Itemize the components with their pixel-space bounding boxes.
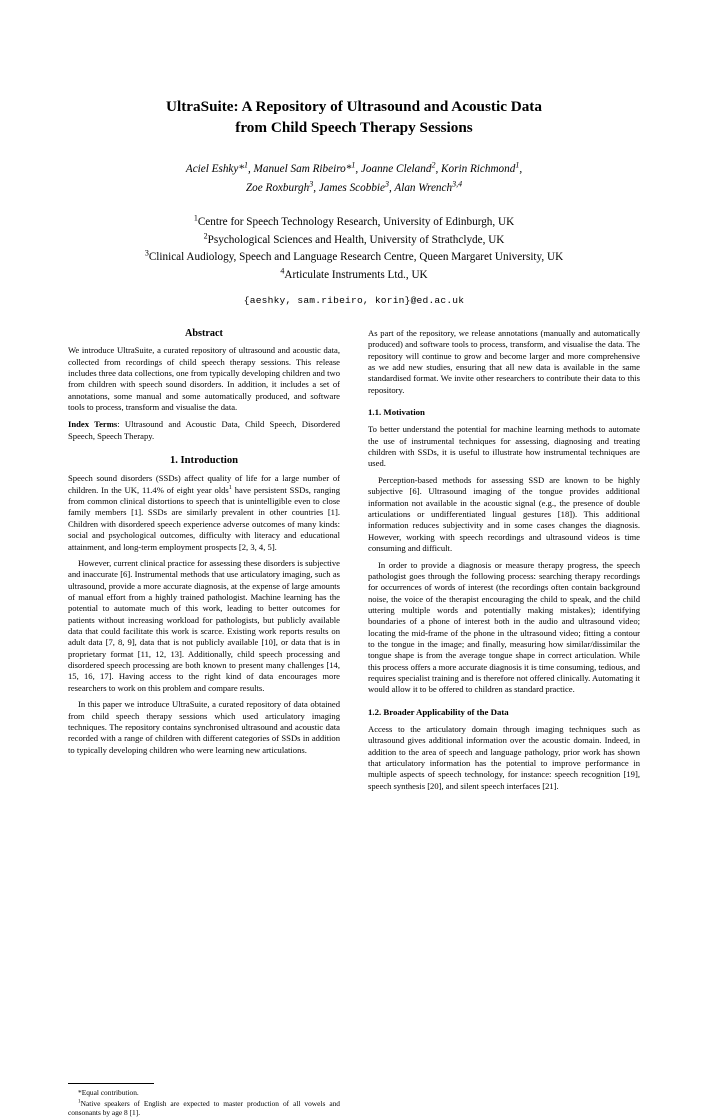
intro-paragraph-3: In this paper we introduce UltraSuite, a curated repository of data obtained from child speech therapy sessions which used articulatory imaging techniques. The repository contains synchronised ultrasound and acoustic data recorded with a range of children with different categories of SSDs in addition to typically developing children who were learning new articulations. bbox=[68, 699, 340, 755]
abstract-heading: Abstract bbox=[185, 328, 223, 339]
affiliation-4: $^4$Articulate Instruments Ltd., UK bbox=[280, 265, 428, 281]
index-terms-text: : Ultrasound and Acoustic Data, Child Speech, Disordered Speech, Speech Therapy. bbox=[68, 419, 340, 441]
subsection-1-1-heading: 1.1. Motivation bbox=[368, 407, 425, 418]
subsection-1-2-heading: 1.2. Broader Applicability of the Data bbox=[368, 706, 509, 717]
affiliation-2: $^2$Psychological Sciences and Health, University of Strathclyde, UK bbox=[203, 230, 505, 246]
index-terms-label: Index Terms bbox=[68, 419, 118, 430]
affiliation-3: $^3$Clinical Audiology, Speech and Language Research Centre, Queen Margaret University, UK bbox=[144, 248, 564, 263]
intro-paragraph-2: However, current clinical practice for assessing these disorders is subjective and inaccurate [6]. Instrumental methods that use articulatory imaging, such as ultrasound, provide a more accurate diagnosis, at the expense of large amounts of manual effort from a highly trained pathologist. Machine learning has the potential to automate much of this work, leading to better outcomes for patients without increasing workload for pathologists, but publicly available data that could facilitate this work is scarce. Existing work reports results on adult data [7, 8, 9], data that is not publicly available [10], or data that is in proprietary format [11, 12, 13]. Additionally, child speech processing and disordered speech processing are both known to present many challenges [14, 15, 16, 17]. Having access to the right kind of data encourages more researchers to work on this problem and compare results. bbox=[68, 558, 340, 693]
intro-paragraph-1: Speech sound disorders (SSDs) affect quality of life for a large number of children. In the UK, 11.4% of eight year olds$^1$ have persistent SSDs, ranging from common clinical distortions to speech that is unintelligible even to close family members [1]. SSDs are similarly prevalent in other countries [1]. Children with disordered speech experience adverse outcomes of many kinds: social and psychological outcomes, difficulty with literacy and educational attainment, and long-term employment prospects [2, 3, 4, 5]. bbox=[68, 473, 341, 552]
motivation-paragraph-3: In order to provide a diagnosis or measure therapy progress, the speech pathologist goes through the following process: searching therapy recordings for occurrences of words of interest (the recordings often contain background noise, the voice of the therapist encouraging the child to speak, and the child uttering multiple words and potentially making mistakes); identifying boundaries of a phone of interest both in the audio and ultrasound video; locating the mid-frame of the phone in the ultrasound video; fitting a contour to the tongue in the image; and finally, measuring how similar/dissimilar the tongue shape is from the average tongue shape in correct articulation. While this process offers a more accurate diagnosis it is time consuming, tedious, and requires specialist training and is therefore not offered clinically. Automating it would allow it to be offered to children as standard practice. bbox=[368, 559, 640, 695]
footnote-divider bbox=[68, 1083, 154, 1084]
right-column bbox=[368, 328, 640, 792]
title-line-2: from Child Speech Therapy Sessions bbox=[235, 119, 473, 136]
footnote-block bbox=[68, 1083, 340, 1119]
index-terms bbox=[68, 419, 340, 442]
abstract-text: We introduce UltraSuite, a curated repository of ultrasound and acoustic data, collected from recordings of child speech therapy sessions. This release includes three data collections, one from typically developing children and two from children with speech sound disorders. In addition, it includes a set of annotations, some manual and some automatically produced, and software tools to process, transform and visualise the data. bbox=[68, 345, 340, 413]
left-column bbox=[68, 328, 341, 1118]
paper-content bbox=[68, 96, 640, 1118]
footnote-equal-contribution: *Equal contribution. bbox=[78, 1088, 139, 1097]
motivation-paragraph-2: Perception-based methods for assessing SSD are known to be highly subjective [6]. Ultrasound imaging of the tongue provides additional information not available in the acoustic signal (e.g., the presence of double articulations or undifferentiated lingual gestures [18]). This additional information reduces subjectivity and in some cases changes the diagnosis. However, working with speech recordings and ultrasound videos is time consuming and difficult. bbox=[368, 474, 640, 554]
right-paragraph-1: As part of the repository, we release annotations (manually and automatically produced) and software tools to process, transform, and visualise the data. The repository will continue to grow and become larger and more comprehensive as we add new studies, ensuring that all new data is available in the same standardised format. We invite other researchers to contribute their data to this repository. bbox=[368, 328, 640, 395]
title-line-1: UltraSuite: A Repository of Ultrasound and Acoustic Data bbox=[166, 98, 542, 115]
contact-email: {aeshky, sam.ribeiro, korin}@ed.ac.uk bbox=[243, 295, 465, 306]
broader-paragraph-1: Access to the articulatory domain through imaging techniques such as ultrasound gives additional information over the acoustic domain. Indeed, in addition to the area of speech and language pathology, prior work has shown that articulatory information has the potential to improve performance in multiple aspects of speech technology, for instance: speech recognition [19], speech synthesis [20], and silent speech interfaces [21]. bbox=[368, 724, 640, 791]
page-title bbox=[94, 96, 614, 138]
author-list bbox=[68, 160, 640, 198]
affiliation-1: $^1$Centre for Speech Technology Research, University of Edinburgh, UK bbox=[193, 213, 515, 228]
footnote-1: $^1$Native speakers of English are expected to master production of all vowels and consonants by age 8 [1]. bbox=[68, 1098, 340, 1118]
author-line-2: Zoe Roxburgh$^3$, James Scobbie$^3$, Alan Wrench$^{3,4}$ bbox=[245, 179, 463, 194]
author-line-1: Aciel Eshky*$^1$, Manuel Sam Ribeiro*$^1$, Joanne Cleland$^2$, Korin Richmond$^1$, bbox=[185, 160, 523, 175]
affiliation-list bbox=[68, 214, 640, 284]
motivation-paragraph-1: To better understand the potential for machine learning methods to automate the use of instrumental techniques for assessing, diagnosing and treating children with SSDs, it is useful to illustrate how instrumental techniques are used. bbox=[368, 424, 640, 469]
section-1-heading: 1. Introduction bbox=[169, 455, 239, 467]
